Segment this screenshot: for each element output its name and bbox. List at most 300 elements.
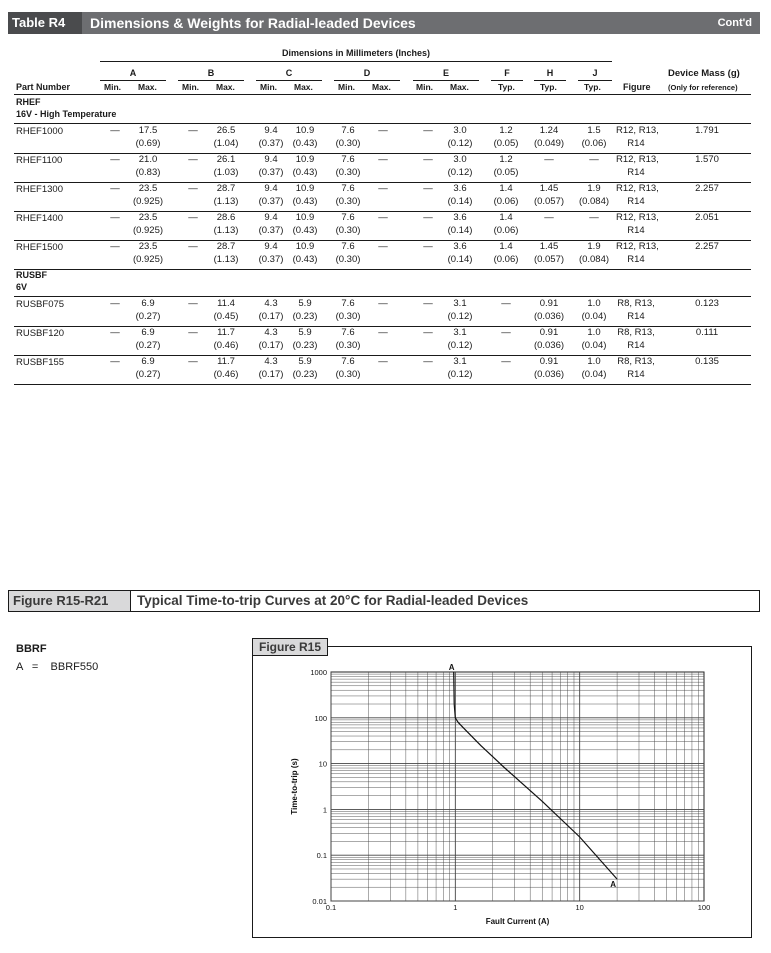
cell-value-inches: (0.43) [292, 138, 318, 149]
cell-value: — [423, 298, 433, 309]
cell-value: 11.7 [217, 327, 235, 338]
cell-value-inches: (0.46) [213, 340, 239, 351]
cell-figure [616, 297, 656, 323]
cell-value-inches: R14 [627, 369, 645, 380]
cell-value: — [544, 154, 554, 165]
cell-value-inches: (0.04) [581, 369, 607, 380]
cell-f [486, 124, 526, 150]
cell-figure [616, 355, 656, 381]
cell-value-inches: (0.43) [292, 254, 318, 265]
cell-value: — [188, 154, 198, 165]
cell-value-inches: (1.04) [213, 138, 239, 149]
cell-value: 9.4 [264, 154, 278, 165]
cell-value-inches: (0.036) [533, 369, 565, 380]
cell-value: 3.1 [453, 327, 467, 338]
x-tick-label: 1 [453, 903, 458, 912]
cell-part: RHEF1300 [16, 184, 63, 195]
cell-value-inches: (0.30) [335, 167, 361, 178]
cell-value: 1.45 [539, 183, 559, 194]
cell-value-inches: R14 [627, 196, 645, 207]
cell-value-inches: (0.06) [493, 254, 519, 265]
cell-value-inches: (1.13) [213, 254, 239, 265]
cell-c-max [285, 326, 325, 352]
cell-value-inches: (0.83) [135, 167, 161, 178]
cell-value: 0.111 [695, 327, 719, 338]
group-rule [100, 80, 166, 81]
cell-f [486, 153, 526, 179]
cell-value: 26.5 [216, 125, 236, 136]
cell-h [529, 240, 569, 266]
cell-value: 3.0 [453, 125, 467, 136]
cell-mass [687, 355, 727, 368]
cell-value: 0.91 [539, 298, 559, 309]
cell-value-inches: (0.43) [292, 225, 318, 236]
cell-value: — [423, 212, 433, 223]
cell-value-inches: (0.30) [335, 369, 361, 380]
cell-value: — [188, 298, 198, 309]
cell-e-max [440, 240, 480, 266]
cell-value: — [589, 154, 599, 165]
cell-value-inches: (0.27) [135, 311, 161, 322]
cell-value-inches: (0.17) [258, 369, 284, 380]
cell-value: 2.257 [695, 241, 719, 252]
cell-mass [687, 240, 727, 253]
section-header [16, 269, 47, 293]
cell-value-inches: (0.12) [447, 340, 473, 351]
table-row [14, 124, 751, 154]
group-rule [491, 80, 523, 81]
cell-value: 23.5 [138, 183, 158, 194]
cell-value: 28.6 [216, 212, 236, 223]
cell-value-inches: (0.30) [335, 196, 361, 207]
cell-h [529, 326, 569, 352]
cell-value-inches: (0.46) [213, 369, 239, 380]
cell-h [529, 297, 569, 323]
cell-value: 1.5 [587, 125, 601, 136]
cell-d-max [363, 182, 403, 195]
mass-note: (Only for reference) [668, 83, 738, 92]
cell-value: 26.1 [216, 154, 236, 165]
cell-c-max [285, 297, 325, 323]
cell-a-max [128, 240, 168, 266]
cell-value-inches: (0.925) [132, 196, 164, 207]
cell-value: — [423, 154, 433, 165]
cell-value-inches: (0.23) [292, 369, 318, 380]
cell-value: 0.91 [539, 356, 559, 367]
cell-value-inches: (0.17) [258, 311, 284, 322]
cell-j [574, 326, 614, 352]
cell-value: — [423, 125, 433, 136]
cell-value-inches: (1.13) [213, 225, 239, 236]
cell-j [574, 240, 614, 266]
cell-value-inches: (0.37) [258, 167, 284, 178]
cell-d-min [328, 297, 368, 323]
cell-f [486, 297, 526, 310]
cell-value: 10.9 [295, 183, 315, 194]
cell-j [574, 211, 614, 224]
cell-value-inches: (0.057) [533, 254, 565, 265]
y-tick-label: 1000 [310, 668, 327, 677]
cell-value: — [110, 154, 120, 165]
cell-b-max [206, 240, 246, 266]
cell-h [529, 153, 569, 166]
cell-value: — [110, 125, 120, 136]
cell-value-inches: (0.30) [335, 138, 361, 149]
section-subtitle: 6V [16, 282, 28, 292]
group-rule [334, 80, 400, 81]
cell-value: 3.6 [453, 183, 467, 194]
cell-value: — [188, 241, 198, 252]
plot-area [331, 672, 704, 901]
cell-value-inches: (0.925) [132, 225, 164, 236]
cell-value: — [110, 241, 120, 252]
cell-value: — [110, 327, 120, 338]
cell-d-min [328, 153, 368, 179]
subheader-max: Max. [372, 82, 391, 92]
cell-value: 28.7 [216, 183, 236, 194]
group-header-j: J [592, 68, 598, 78]
section-header [16, 96, 116, 120]
cell-a-max [128, 211, 168, 237]
table-row [14, 297, 751, 327]
subheader-min: Min. [338, 82, 355, 92]
x-tick-label: 10 [575, 903, 584, 912]
cell-figure [616, 153, 659, 179]
cell-value: 3.0 [453, 154, 467, 165]
cell-value-inches: (0.049) [533, 138, 565, 149]
cell-value: 7.6 [341, 183, 355, 194]
cell-value: — [110, 298, 120, 309]
cell-c-max [285, 211, 325, 237]
cell-value: 9.4 [264, 183, 278, 194]
cell-e-max [440, 153, 480, 179]
subheader-max: Max. [294, 82, 313, 92]
cell-value: 3.6 [453, 241, 467, 252]
cell-mass [687, 182, 727, 195]
cell-d-max [363, 240, 403, 253]
cell-value: 7.6 [341, 356, 355, 367]
cell-e-max [440, 124, 480, 150]
section-name: RHEF [16, 97, 41, 107]
cell-value: — [423, 356, 433, 367]
group-header-f: F [504, 68, 510, 78]
group-rule [178, 80, 244, 81]
table-title: Dimensions & Weights for Radial-leaded Devices [90, 15, 416, 31]
y-tick-label: 1 [322, 805, 327, 815]
cell-value: 7.6 [341, 212, 355, 223]
cell-value-inches: R14 [627, 254, 645, 265]
cell-value-inches: R14 [627, 167, 645, 178]
cell-value: 10.9 [295, 154, 315, 165]
cell-value: 3.1 [453, 356, 467, 367]
x-tick-label: 0.1 [325, 903, 337, 912]
cell-j [574, 124, 614, 150]
group-rule [578, 80, 612, 81]
cell-value: 0.91 [539, 327, 559, 338]
cell-value: — [188, 183, 198, 194]
series-line-a [454, 672, 617, 879]
cell-value: — [188, 327, 198, 338]
group-header-b: B [207, 68, 215, 78]
cell-value-inches: (0.14) [447, 196, 473, 207]
cell-value: 6.9 [141, 356, 155, 367]
x-tick-label: 100 [697, 903, 711, 912]
series-label-start: A [448, 663, 455, 672]
subheader-typ: Typ. [584, 82, 601, 92]
cell-value: — [423, 183, 433, 194]
cell-a-max [128, 326, 168, 352]
cell-value-inches: (0.30) [335, 225, 361, 236]
cell-b-max [206, 297, 246, 323]
cell-value: 0.123 [695, 298, 719, 309]
cell-value-inches: (0.05) [493, 167, 519, 178]
cell-value: 23.5 [138, 212, 158, 223]
cell-c-max [285, 182, 325, 208]
figure-header-bar [8, 590, 760, 612]
cell-value: 3.1 [453, 298, 467, 309]
cell-value: R8, R13, [617, 327, 655, 338]
cell-value: 9.4 [264, 212, 278, 223]
legend-entry: A = BBRF550 [16, 661, 99, 673]
cell-part: RHEF1000 [16, 126, 63, 137]
cell-f [486, 240, 526, 266]
cell-part: RHEF1400 [16, 213, 63, 224]
cell-c-max [285, 124, 325, 150]
cell-value-inches: (0.37) [258, 254, 284, 265]
group-rule [413, 80, 479, 81]
cell-e-max [440, 182, 480, 208]
cell-value: 1.4 [499, 241, 513, 252]
cell-value: 10.9 [295, 241, 315, 252]
cell-j [574, 153, 614, 166]
cell-a-max [128, 297, 168, 323]
subheader-min: Min. [260, 82, 277, 92]
cell-d-max [363, 211, 403, 224]
cell-value: — [378, 298, 388, 309]
cell-value: — [378, 154, 388, 165]
cell-e-max [440, 297, 480, 323]
cell-value: 1.0 [587, 356, 601, 367]
cell-value-inches: R14 [627, 138, 645, 149]
group-header-a: A [129, 68, 137, 78]
cell-value-inches: (0.05) [493, 138, 519, 149]
cell-value: R12, R13, [616, 154, 659, 165]
cell-value: R12, R13, [616, 125, 659, 136]
cell-value-inches: (0.14) [447, 225, 473, 236]
cell-value: — [501, 327, 511, 338]
cell-value: — [378, 212, 388, 223]
cell-value: 11.7 [217, 356, 235, 367]
cell-value-inches: (0.37) [258, 138, 284, 149]
cell-value: — [110, 356, 120, 367]
cell-value: — [378, 125, 388, 136]
group-rule [534, 80, 566, 81]
cell-value-inches: (0.06) [493, 196, 519, 207]
y-tick-label: 10 [318, 759, 327, 769]
cell-value-inches: (0.057) [533, 196, 565, 207]
cell-value: — [188, 212, 198, 223]
cell-value-inches: R14 [627, 225, 645, 236]
cell-c-max [285, 153, 325, 179]
cell-value-inches: (0.37) [258, 225, 284, 236]
section-subtitle: 16V - High Temperature [16, 109, 117, 119]
figure-header: Figure [623, 82, 651, 92]
cell-value: 9.4 [264, 125, 278, 136]
cell-mass [687, 124, 727, 137]
cell-part: RUSBF075 [16, 299, 65, 310]
table-row [14, 240, 751, 270]
cell-value: 28.7 [216, 241, 236, 252]
cell-b-max [206, 153, 246, 179]
cell-value: — [110, 212, 120, 223]
cell-value: — [188, 356, 198, 367]
cell-e-max [440, 355, 480, 381]
subheader-min: Min. [182, 82, 199, 92]
cell-value-inches: (0.084) [578, 196, 610, 207]
cell-value: 1.9 [587, 183, 601, 194]
subheader-typ: Typ. [498, 82, 515, 92]
cell-h [529, 124, 569, 150]
table-header-bar [8, 12, 760, 34]
cell-f [486, 326, 526, 339]
cell-d-min [328, 240, 368, 266]
continued-label: Cont'd [717, 17, 752, 29]
cell-value-inches: (0.27) [135, 369, 161, 380]
y-tick-label: 0.01 [312, 897, 327, 906]
cell-value-inches: (0.30) [335, 340, 361, 351]
cell-value: 7.6 [341, 298, 355, 309]
cell-value: — [501, 298, 511, 309]
cell-b-max [206, 355, 246, 381]
cell-value: — [378, 327, 388, 338]
subheader-min: Min. [104, 82, 121, 92]
table-row [14, 355, 751, 385]
cell-value-inches: (0.04) [581, 311, 607, 322]
cell-a-max [128, 153, 168, 179]
cell-value: R8, R13, [617, 298, 655, 309]
cell-value: 1.570 [695, 154, 719, 165]
cell-figure [616, 326, 656, 352]
cell-b-max [206, 124, 246, 150]
cell-value: R12, R13, [616, 212, 659, 223]
figure-title: Typical Time-to-trip Curves at 20°C for Radial-leaded Devices [137, 593, 529, 608]
cell-f [486, 355, 526, 368]
cell-value-inches: (0.12) [447, 311, 473, 322]
cell-value-inches: R14 [627, 311, 645, 322]
cell-value-inches: (0.06) [581, 138, 607, 149]
cell-value: 4.3 [264, 298, 278, 309]
table-row [14, 182, 751, 212]
chart-title: Figure R15 [252, 638, 328, 656]
cell-value-inches: R14 [627, 340, 645, 351]
cell-value: 3.6 [453, 212, 467, 223]
cell-f [486, 182, 526, 208]
part-number-header: Part Number [16, 82, 71, 92]
cell-value-inches: (1.13) [213, 196, 239, 207]
cell-c-max [285, 240, 325, 266]
cell-value-inches: (0.43) [292, 196, 318, 207]
cell-value: 1.24 [539, 125, 559, 136]
cell-value: 17.5 [138, 125, 158, 136]
cell-value-inches: (0.30) [335, 254, 361, 265]
cell-value: 6.9 [141, 298, 155, 309]
cell-value: 7.6 [341, 125, 355, 136]
cell-d-min [328, 355, 368, 381]
cell-value: 4.3 [264, 327, 278, 338]
cell-value: 9.4 [264, 241, 278, 252]
y-tick-label: 100 [314, 713, 327, 723]
cell-part: RUSBF120 [16, 328, 65, 339]
cell-d-min [328, 182, 368, 208]
cell-a-max [128, 355, 168, 381]
table-row [14, 326, 751, 356]
cell-value: R8, R13, [617, 356, 655, 367]
cell-j [574, 297, 614, 323]
group-header-h: H [546, 68, 554, 78]
cell-value-inches: (0.12) [447, 138, 473, 149]
cell-value: 1.2 [499, 154, 513, 165]
cell-h [529, 211, 569, 224]
subheader-typ: Typ. [540, 82, 557, 92]
subheader-min: Min. [416, 82, 433, 92]
cell-f [486, 211, 526, 237]
cell-value: 2.051 [695, 212, 719, 223]
cell-part: RHEF1500 [16, 242, 63, 253]
cell-d-max [363, 297, 403, 310]
cell-value: 1.9 [587, 241, 601, 252]
figure-label: Figure R15-R21 [9, 591, 131, 611]
cell-value: 10.9 [295, 212, 315, 223]
cell-value: 1.0 [587, 327, 601, 338]
cell-value: 6.9 [141, 327, 155, 338]
cell-value: 5.9 [298, 298, 312, 309]
cell-value: — [188, 125, 198, 136]
cell-b-max [206, 326, 246, 352]
dimensions-title: Dimensions in Millimeters (Inches) [281, 48, 431, 58]
dimensions-rule [100, 61, 612, 62]
cell-value: 5.9 [298, 356, 312, 367]
cell-figure [616, 124, 659, 150]
cell-value: 1.4 [499, 183, 513, 194]
mass-header: Device Mass (g) [668, 68, 740, 79]
table-label: Table R4 [8, 12, 82, 34]
cell-value-inches: (0.12) [447, 167, 473, 178]
cell-mass [687, 326, 727, 339]
cell-value: — [589, 212, 599, 223]
cell-mass [687, 211, 727, 224]
cell-value-inches: (0.23) [292, 311, 318, 322]
cell-value-inches: (0.45) [213, 311, 239, 322]
cell-c-max [285, 355, 325, 381]
group-rule [256, 80, 322, 81]
cell-value-inches: (0.14) [447, 254, 473, 265]
cell-value-inches: (0.37) [258, 196, 284, 207]
cell-figure [616, 211, 659, 237]
cell-b-max [206, 182, 246, 208]
cell-value: 7.6 [341, 327, 355, 338]
cell-d-max [363, 153, 403, 166]
cell-value: 1.0 [587, 298, 601, 309]
cell-value-inches: (0.23) [292, 340, 318, 351]
cell-h [529, 355, 569, 381]
cell-value-inches: (0.17) [258, 340, 284, 351]
cell-value-inches: (0.036) [533, 340, 565, 351]
subheader-max: Max. [216, 82, 235, 92]
cell-d-min [328, 211, 368, 237]
cell-value: — [110, 183, 120, 194]
cell-value-inches: (0.69) [135, 138, 161, 149]
cell-value: R12, R13, [616, 183, 659, 194]
